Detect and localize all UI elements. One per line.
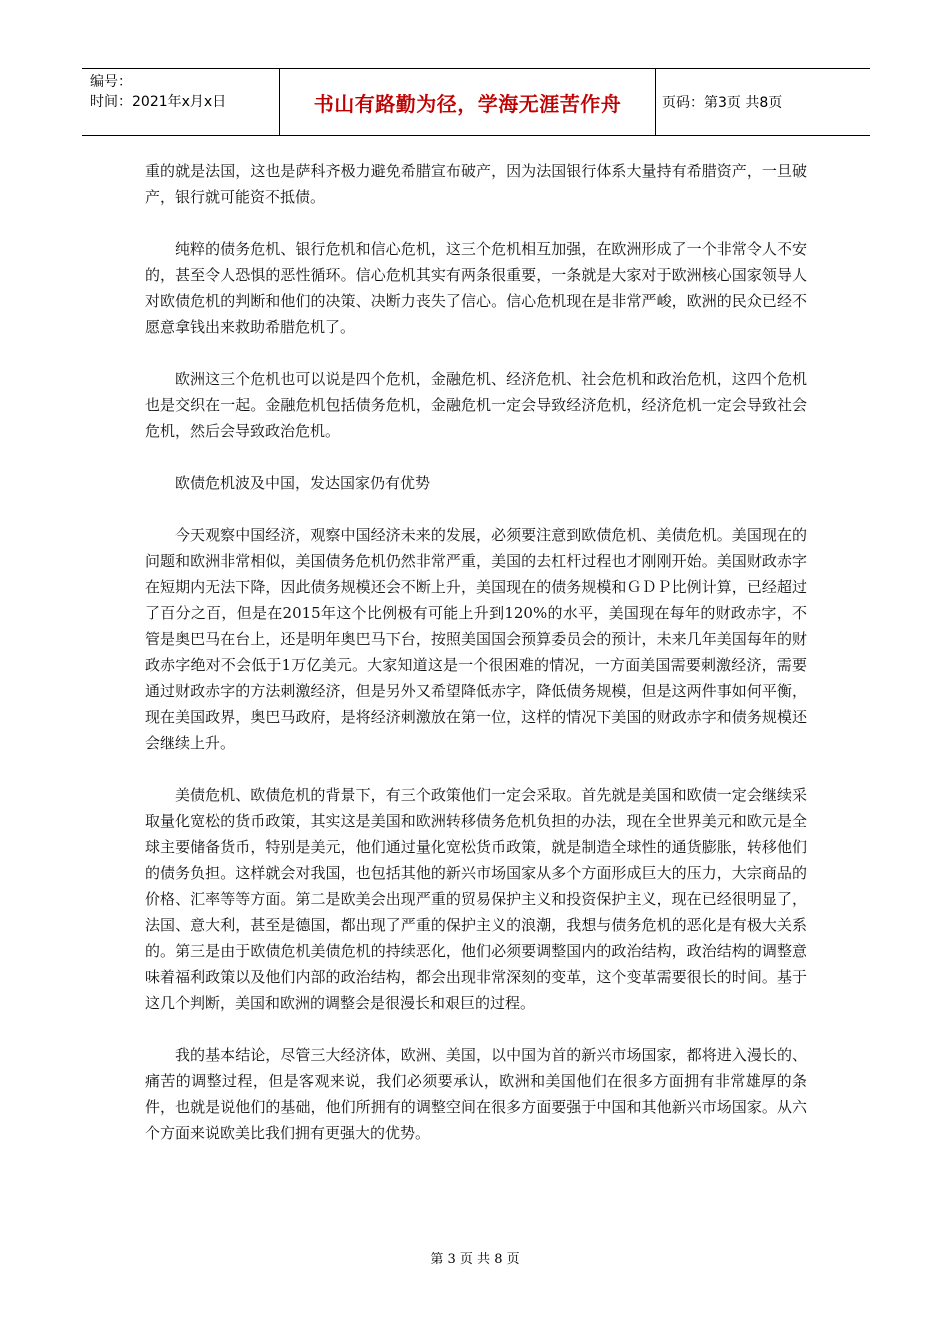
header-page-code: 页码：第3页 共8页 [662, 95, 783, 111]
body-paragraph: 纯粹的债务危机、银行危机和信心危机，这三个危机相互加强，在欧洲形成了一个非常令人不安的，甚至令人恐惧的恶性循环。信心危机其实有两条很重要，一条就是大家对于欧洲核心国家领导人对欧债危机的判断和他们的决策、决断力丧失了信心。信心危机现在是非常严峻，欧洲的民众已经不愿意拿钱出来救助希腊危机了。 [145, 240, 807, 336]
page-footer: 第 3 页 共 8 页 [430, 1252, 520, 1267]
document-time-label: 时间：2021年x月x日 [90, 94, 227, 110]
document-number-label: 编号： [90, 74, 132, 90]
body-paragraph: 美债危机、欧债危机的背景下，有三个政策他们一定会采取。首先就是美国和欧债一定会继续采取量化宽松的货币政策，其实这是美国和欧洲转移债务危机负担的办法，现在全世界美元和欧元是全球主要储备货币，特别是美元，他们通过量化宽松货币政策，就是制造全球性的通货膨胀，转移他们的债务负担。这样就会对我国，也包括其他的新兴市场国家从多个方面形成巨大的压力，大宗商品的价格、汇率等等方面。第二是欧美会出现严重的贸易保护主义和投资保护主义，现在已经很明显了，法国、意大利，甚至是德国，都出现了严重的保护主义的浪潮，我想与债务危机的恶化是有极大关系的。第三是由于欧债危机美债危机的持续恶化，他们必须要调整国内的政治结构，政治结构的调整意味着福利政策以及他们内部的政治结构，都会出现非常深刻的变革，这个变革需要很长的时间。基于这几个判断，美国和欧洲的调整会是很漫长和艰巨的过程。 [145, 786, 807, 1012]
body-paragraph: 重的就是法国，这也是萨科齐极力避免希腊宣布破产，因为法国银行体系大量持有希腊资产，一旦破产，银行就可能资不抵债。 [145, 162, 807, 206]
body-paragraph: 我的基本结论，尽管三大经济体，欧洲、美国，以中国为首的新兴市场国家，都将进入漫长的、痛苦的调整过程，但是客观来说，我们必须要承认，欧洲和美国他们在很多方面拥有非常雄厚的条件，也就是说他们的基础，他们所拥有的调整空间在很多方面要强于中国和其他新兴市场国家。从六个方面来说欧美比我们拥有更强大的优势。 [145, 1046, 807, 1142]
document-body [145, 158, 807, 1172]
section-heading: 欧债危机波及中国，发达国家仍有优势 [175, 474, 431, 492]
body-paragraph: 欧洲这三个危机也可以说是四个危机，金融危机、经济危机、社会危机和政治危机，这四个危机也是交织在一起。金融危机包括债务危机，金融危机一定会导致经济危机，经济危机一定会导致社会危机，然后会导致政治危机。 [145, 370, 807, 440]
header-motto: 书山有路勤为径，学海无涯苦作舟 [280, 69, 656, 135]
body-paragraph: 今天观察中国经济，观察中国经济未来的发展，必须要注意到欧债危机、美债危机。美国现在的问题和欧洲非常相似，美国债务危机仍然非常严重，美国的去杠杆过程也才刚刚开始。美国财政赤字在短期内无法下降，因此债务规模还会不断上升，美国现在的债务规模和ＧＤＰ比例计算，已经超过了百分之百，但是在2015年这个比例极有可能上升到120%的水平，美国现在每年的财政赤字，不管是奥巴马在台上，还是明年奥巴马下台，按照美国国会预算委员会的预计，未来几年美国每年的财政赤字绝对不会低于1万亿美元。大家知道这是一个很困难的情况，一方面美国需要刺激经济，需要通过财政赤字的方法刺激经济，但是另外又希望降低赤字，降低债务规模，但是这两件事如何平衡，现在美国政界，奥巴马政府，是将经济刺激放在第一位，这样的情况下美国的财政赤字和债务规模还会继续上升。 [145, 526, 807, 752]
header-meta [82, 69, 280, 135]
page-header [82, 68, 870, 136]
